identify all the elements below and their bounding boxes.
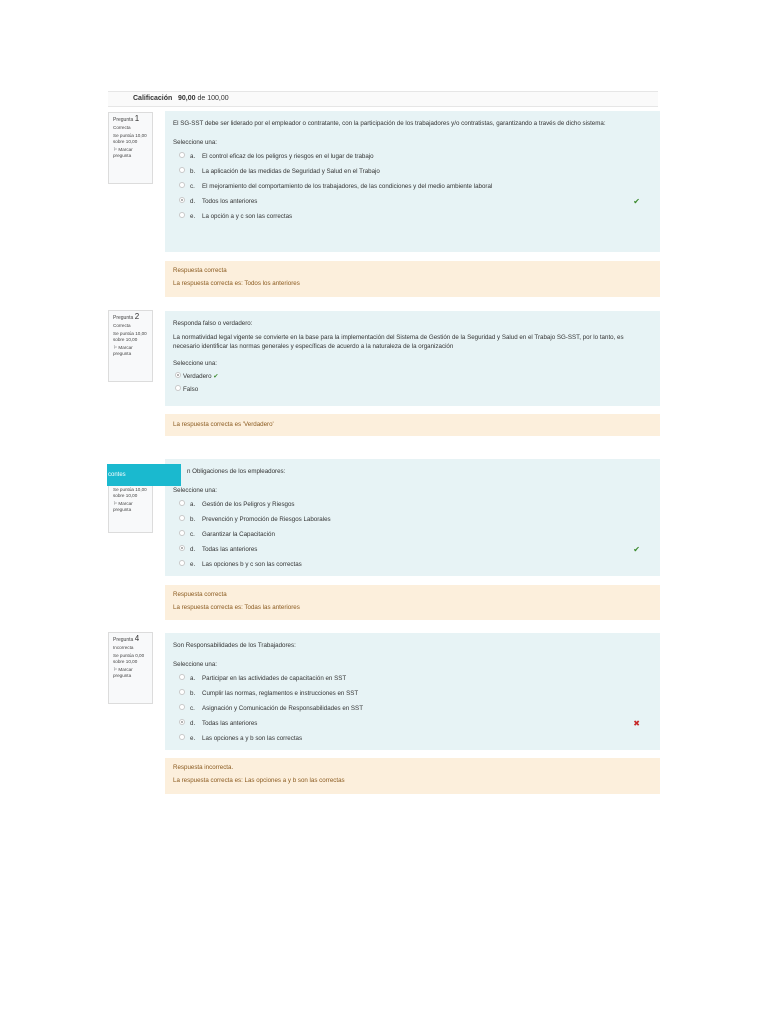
select-prompt: Seleccione una: <box>173 139 218 146</box>
question-4-info: Pregunta 4 Incorrecta Se puntúa 0,00 sobre 10,00 ⚐ Marcar pregunta <box>108 632 153 704</box>
question-score: Se puntúa 10,00 sobre 10,00 <box>113 331 147 342</box>
flag-icon: ⚐ <box>113 345 119 350</box>
radio-button[interactable] <box>179 704 185 710</box>
flag-question-link[interactable]: ⚐ Marcar pregunta <box>113 667 133 678</box>
radio-button[interactable] <box>179 560 185 566</box>
grade-label: Calificación <box>133 95 173 102</box>
feedback-correct-answer: La respuesta correcta es: Todos los anteriores <box>173 280 300 287</box>
question-score: Se puntúa 10,00 sobre 10,00 <box>113 133 147 144</box>
radio-button[interactable] <box>179 500 185 506</box>
question-text: El SG-SST debe ser liderado por el empleador o contratante, con la participación de los trabajadores y/o contratistas, garantizando a través de dicho sistema: <box>173 120 606 127</box>
radio-button-selected[interactable] <box>175 372 181 378</box>
answer-option-false[interactable]: Falso <box>173 383 652 396</box>
correct-check-icon: ✔ <box>633 197 640 206</box>
question-text: La normatividad legal vigente se convierte en la base para la implementación del Sistema de Gestión de la Seguridad y Salud en el Trabajo SG-SST, por lo tanto, es necesario identificar las normas generales y específicas de acuerdo a la naturaleza de la organización <box>173 334 624 350</box>
question-2-feedback <box>165 414 660 436</box>
select-prompt: Seleccione una: <box>173 360 218 367</box>
radio-button[interactable] <box>179 182 185 188</box>
answer-option-b[interactable]: b. Cumplir las normas, reglamentos e instrucciones en SST <box>173 686 652 701</box>
navigation-tooltip: contes <box>107 464 181 486</box>
answer-option-a[interactable]: a. Gestión de los Peligros y Riesgos <box>173 497 652 512</box>
flag-icon: ⚐ <box>113 147 119 152</box>
feedback-correct-answer: La respuesta correcta es: Todas las anteriores <box>173 604 300 611</box>
grade-summary <box>108 91 658 107</box>
correct-check-icon: ✔ <box>633 545 640 554</box>
question-2-content <box>165 311 660 406</box>
radio-button[interactable] <box>179 212 185 218</box>
question-4-feedback <box>165 758 660 794</box>
select-prompt: Seleccione una: <box>173 487 218 494</box>
feedback-result: Respuesta correcta <box>173 267 227 274</box>
feedback-result: Respuesta correcta <box>173 591 227 598</box>
radio-button[interactable] <box>179 167 185 173</box>
correct-check-icon: ✔ <box>213 373 219 380</box>
answer-option-b[interactable]: b. La aplicación de las medidas de Seguridad y Salud en el Trabajo <box>173 164 652 179</box>
radio-button[interactable] <box>179 674 185 680</box>
radio-button-selected[interactable] <box>179 545 185 551</box>
answer-option-a[interactable]: a. Participar en las actividades de capacitación en SST <box>173 671 652 686</box>
flag-question-link[interactable]: ⚐ Marcar pregunta <box>113 345 133 356</box>
question-3-content <box>165 459 660 576</box>
answer-option-d[interactable]: d. Todas las anteriores ✖ <box>173 716 652 731</box>
answer-option-a[interactable]: a. El control eficaz de los peligros y riesgos en el lugar de trabajo <box>173 149 652 164</box>
radio-button[interactable] <box>179 734 185 740</box>
question-1-content <box>165 111 660 252</box>
question-number: 4 <box>134 634 140 643</box>
flag-question-link[interactable]: ⚐ Marcar pregunta <box>113 147 133 158</box>
question-number: 2 <box>134 312 140 321</box>
flag-question-link[interactable]: ⚐ Marcar pregunta <box>113 501 133 512</box>
question-text: n Obligaciones de los empleadores: <box>187 468 286 475</box>
question-number: 1 <box>134 114 140 123</box>
feedback-correct-answer: La respuesta correcta es: Las opciones a y b son las correctas <box>173 777 345 784</box>
question-status: Correcta <box>113 323 131 328</box>
question-text: Son Responsabilidades de los Trabajadores: <box>173 642 296 649</box>
radio-button[interactable] <box>179 515 185 521</box>
select-prompt: Seleccione una: <box>173 661 218 668</box>
answer-option-true[interactable]: Verdadero ✔ <box>173 370 652 383</box>
question-status: Correcta <box>113 125 131 130</box>
question-score: Se puntúa 0,00 sobre 10,00 <box>113 653 145 664</box>
answer-option-d[interactable]: d. Todos los anteriores ✔ <box>173 194 652 209</box>
incorrect-cross-icon: ✖ <box>633 719 640 728</box>
question-1-feedback <box>165 261 660 297</box>
radio-button[interactable] <box>179 530 185 536</box>
answer-option-c[interactable]: c. Garantizar la Capacitación <box>173 527 652 542</box>
answer-option-e[interactable]: e. Las opciones b y c son las correctas <box>173 557 652 572</box>
answer-option-e[interactable]: e. La opción a y c son las correctas <box>173 209 652 224</box>
question-1-info: Pregunta 1 Correcta Se puntúa 10,00 sobre 10,00 ⚐ Marcar pregunta <box>108 112 153 184</box>
question-3-feedback <box>165 585 660 620</box>
radio-button[interactable] <box>179 152 185 158</box>
answer-option-e[interactable]: e. Las opciones a y b son las correctas <box>173 731 652 746</box>
feedback-result: Respuesta incorrecta. <box>173 764 234 771</box>
question-instruction: Responda falso o verdadero: <box>173 320 253 327</box>
radio-button-selected[interactable] <box>179 719 185 725</box>
answer-option-c[interactable]: c. Asignación y Comunicación de Responsabilidades en SST <box>173 701 652 716</box>
feedback-correct-answer: La respuesta correcta es 'Verdadero' <box>173 421 274 428</box>
radio-button-selected[interactable] <box>179 197 185 203</box>
answer-option-c[interactable]: c. El mejoramiento del comportamiento de los trabajadores, de las condiciones y del medio ambiente laboral <box>173 179 652 194</box>
radio-button[interactable] <box>175 385 181 391</box>
flag-icon: ⚐ <box>113 667 119 672</box>
question-2-info: Pregunta 2 Correcta Se puntúa 10,00 sobre 10,00 ⚐ Marcar pregunta <box>108 310 153 382</box>
question-status: Incorrecta <box>113 645 134 650</box>
radio-button[interactable] <box>179 689 185 695</box>
question-4-content <box>165 633 660 750</box>
flag-icon: ⚐ <box>113 501 119 506</box>
answer-option-b[interactable]: b. Prevención y Promoción de Riesgos Laborales <box>173 512 652 527</box>
question-score: Se puntúa 10,00 sobre 10,00 <box>113 487 147 498</box>
answer-option-d[interactable]: d. Todas las anteriores ✔ <box>173 542 652 557</box>
grade-value: 90,00 de 100,00 <box>178 95 229 102</box>
